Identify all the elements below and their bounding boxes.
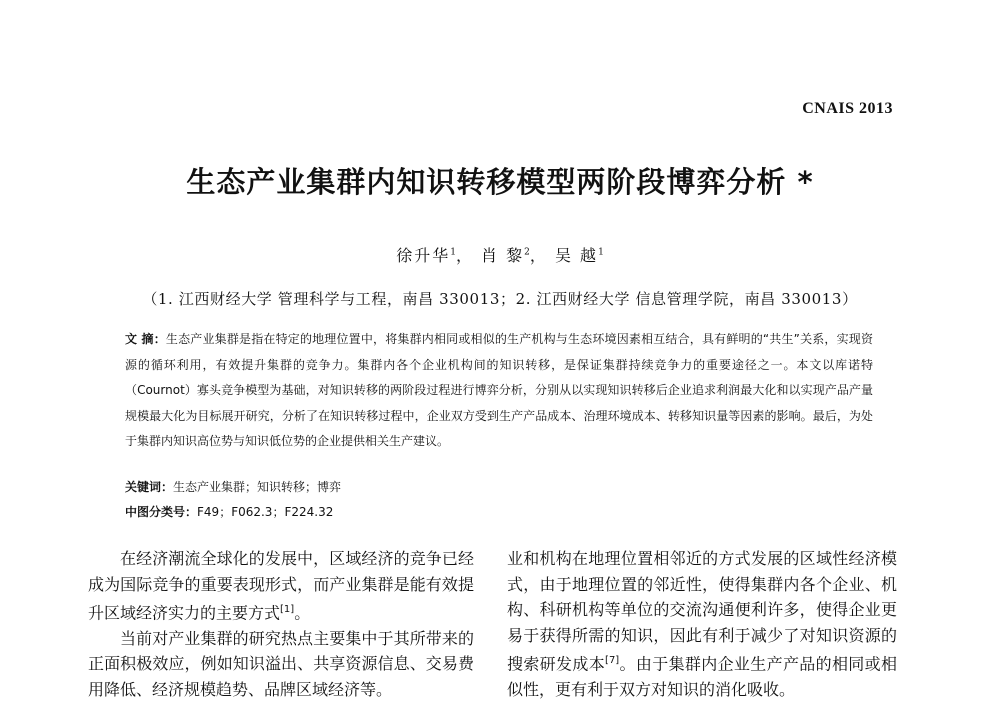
author-name: 徐升华 (396, 246, 451, 265)
affiliations: （1. 江西财经大学 管理科学与工程，南昌 330013；2. 江西财经大学 信息管理学院，南昌 330013） (142, 290, 858, 308)
paragraph-text: 业和机构在地理位置相邻近的方式发展的区域性经济模式，由于地理位置的邻近性，使得集群内各个企业、机构、科研机构等单位的交流沟通便利许多，使得企业更易于获得所需的知识，因此有利于减少了对知识资源的搜索研发成本 (507, 549, 897, 674)
author-list: 徐升华$^1$， 肖 黎$^2$， 吴 越$^1$ (396, 246, 604, 265)
paper-title: 生态产业集群内知识转移模型两阶段博弈分析 * (186, 165, 814, 199)
author-name: 吴 越 (554, 246, 599, 265)
keywords-label: 关键词： (125, 480, 174, 494)
author-affil-mark: 1 (450, 247, 456, 258)
body-paragraph: 当前对产业集群的研究热点主要集中于其所带来的正面积极效应，例如知识溢出、共享资源信息、交易费用降低、经济规模趋势、品牌区域经济等。 (88, 628, 474, 699)
abstract (125, 327, 873, 455)
body-column-right (507, 546, 897, 702)
paragraph-text-end: 。由于集群内企业生产产品的相同或相似性，更有利于双方对知识的消化吸收。 (507, 654, 897, 699)
abstract-text: 生态产业集群是指在特定的地理位置中，将集群内相同或相似的生产机构与生态环境因素相互结合，具有鲜明的“共生”关系，实现资源的循环利用，有效提升集群的竞争力。集群内各个企业机构间的知识转移，是保证集群持续竞争力的重要途径之一。本文以库诺特（Cournot）寡头竞争模型为基础，对知识转移的两阶段过程进行博弈分析，分别从以实现知识转移后企业追求利润最大化和以实现产品产量规模最大化为目标展开研究，分析了在知识转移过程中，企业双方受到生产产品成本、治理环境成本、转移知识量等因素的影响。最后，为处于集群内知识高位势与知识低位势的企业提供相关生产建议。 (125, 332, 873, 448)
keywords (125, 478, 341, 495)
conference-label: CNAIS 2013 (802, 100, 893, 117)
author-affil-mark: 2 (524, 247, 530, 258)
paragraph-text: 在经济潮流全球化的发展中，区域经济的竞争已经成为国际竞争的重要表现形式，而产业集群是能有效提升区域经济实力的主要方式 (88, 549, 474, 623)
body-column-left (88, 546, 474, 702)
body-paragraph (88, 546, 474, 626)
paragraph-text-end: 。 (294, 603, 311, 623)
classification-text: F49；F062.3；F224.32 (197, 505, 334, 519)
author-name: 肖 黎 (481, 246, 525, 265)
body-paragraph (507, 546, 897, 702)
author-affil-mark: 1 (598, 247, 604, 258)
citation-ref: [1] (280, 604, 295, 615)
citation-ref: [7] (605, 655, 620, 666)
classification-number (125, 503, 333, 520)
keywords-text: 生态产业集群；知识转移；博弈 (173, 480, 342, 494)
abstract-label: 文 摘： (125, 332, 166, 346)
classification-label: 中图分类号： (125, 505, 198, 519)
